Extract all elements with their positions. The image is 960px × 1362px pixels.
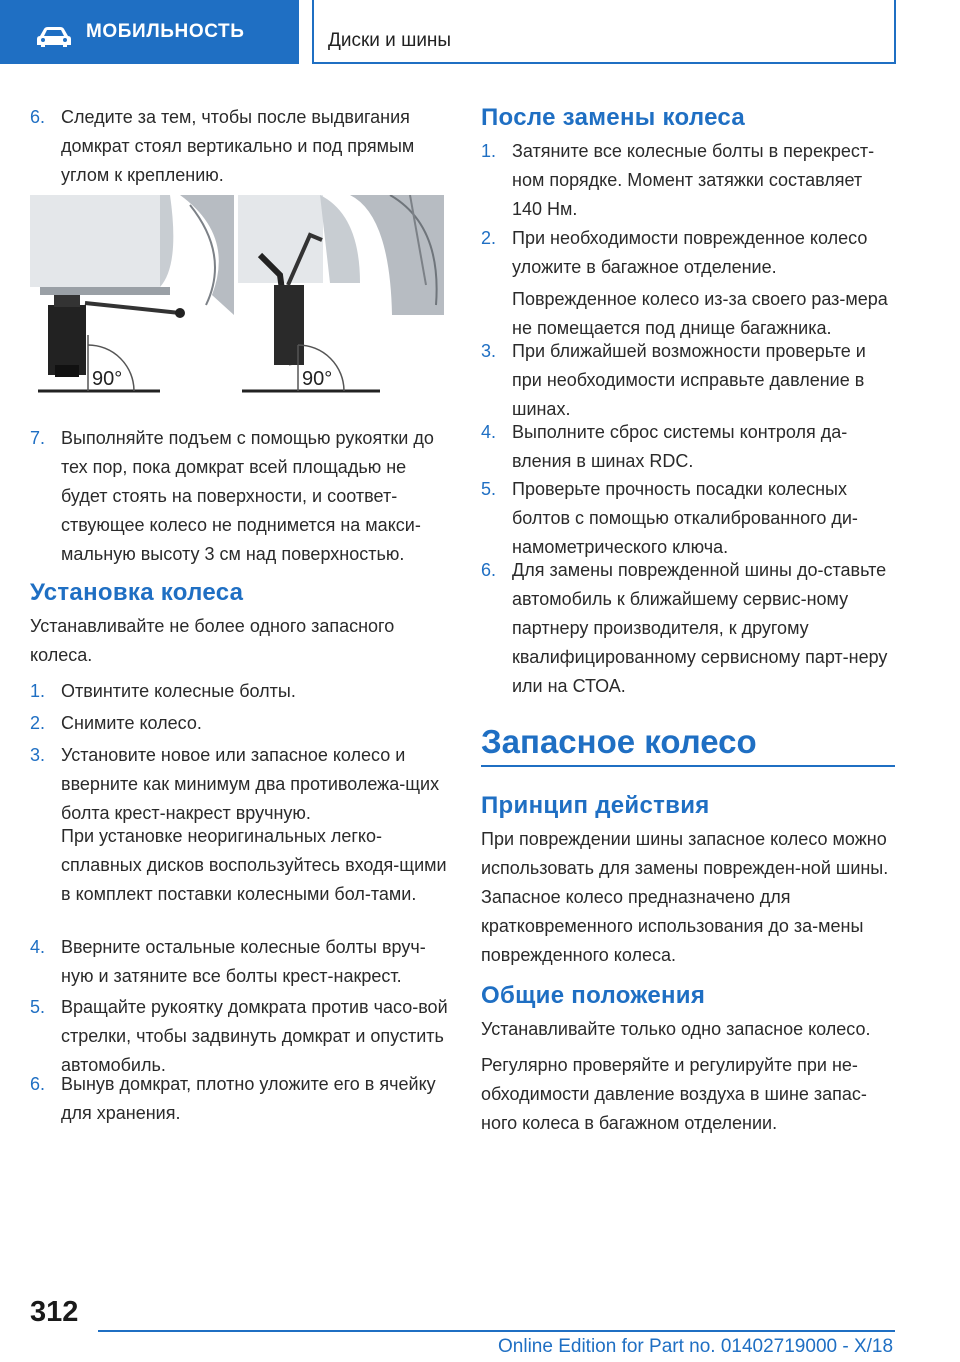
step-text: Вращайте рукоятку домкрата против часо-вой стрелки, чтобы задвинуть домкрат и опустить автомобиль.: [61, 997, 448, 1075]
chapter-header: [312, 0, 896, 64]
list-item: [481, 556, 895, 696]
section-heading: Установка колеса: [30, 579, 244, 606]
step-text: Выполните сброс системы контроля да-вления в шинах RDC.: [512, 422, 848, 471]
step-text: Установите новое или запасное колесо и вверните как минимум два противолежа-щих болта крест-накрест вручную.: [61, 745, 440, 823]
list-item: [481, 224, 895, 284]
list-item: [481, 337, 895, 427]
list-item: [30, 1070, 448, 1130]
chapter-heading: Запасное колесо: [481, 723, 757, 760]
list-item: [30, 741, 448, 831]
step-number: 4.: [30, 937, 46, 957]
step-text: Отвинтите колесные болты.: [61, 681, 296, 701]
list-item: [30, 424, 448, 574]
list-item: [30, 677, 448, 706]
step-number: 1.: [30, 681, 46, 701]
step-number: 5.: [30, 997, 46, 1017]
intro-text: Устанавливайте не более одного запасного колеса.: [30, 616, 395, 665]
section-heading: После замены колеса: [481, 104, 746, 131]
list-item: [30, 709, 448, 738]
step-number: 3.: [481, 341, 497, 361]
body-text: Регулярно проверяйте и регулируйте при не-обходимости давление воздуха в шине запас-ного колеса в багажном отделении.: [481, 1055, 867, 1133]
step-number: 4.: [481, 422, 497, 442]
step-number: 2.: [481, 228, 497, 248]
step-text: При необходимости поврежденное колесо уложите в багажное отделение.: [512, 228, 868, 277]
step-number: 2.: [30, 713, 46, 733]
step-number: 3.: [30, 745, 46, 765]
list-item: [481, 475, 895, 565]
footer-rule: [98, 1330, 895, 1332]
step-number: 1.: [481, 141, 497, 161]
step-text: Вверните остальные колесные болты вруч-ную и затяните все болты крест-накрест.: [61, 937, 426, 986]
step-text: При ближайшей возможности проверьте и при необходимости исправьте давление в шинах.: [512, 341, 866, 419]
car-icon: [36, 26, 72, 48]
edition-text: Online Edition for Part no. 01402719000 - X/18: [498, 1336, 894, 1357]
step-text: Вынув домкрат, плотно уложите его в ячейку для хранения.: [61, 1074, 436, 1123]
step-text: При установке неоригинальных легко-сплавных дисков воспользуйтесь входя-щими в комплект поставки колесными бол-тами.: [61, 826, 447, 904]
list-item: [30, 933, 448, 993]
step-number: 6.: [30, 1074, 46, 1094]
list-item: [481, 137, 895, 227]
step-number: 6.: [30, 107, 46, 127]
section-heading: Общие положения: [481, 982, 706, 1009]
step-text: Следите за тем, чтобы после выдвигания домкрат стоял вертикально и под прямым углом к креплению.: [61, 107, 415, 185]
step-text: Проверьте прочность посадки колесных болтов с помощью откалиброванного ди-намометрического ключа.: [512, 479, 858, 557]
section-tab[interactable]: [0, 0, 299, 64]
list-item-note: [30, 822, 448, 942]
section-label: МОБИЛЬНОСТЬ: [86, 21, 245, 42]
step-number: 6.: [481, 560, 497, 580]
list-item: [30, 103, 448, 193]
step-text: Затяните все колесные болты в перекрест-ном порядке. Момент затяжки составляет 140 Нм.: [512, 141, 875, 219]
page-number: 312: [30, 1296, 79, 1328]
step-number: 5.: [481, 479, 497, 499]
step-text: Для замены поврежденной шины до-ставьте автомобиль к ближайшему сервис-ному партнеру производителя, к другому квалифицированному сервисному парт-неру или на СТОА.: [512, 560, 888, 696]
jack-illustration: [30, 195, 444, 401]
step-text: Выполняйте подъем с помощью рукоятки до тех пор, пока домкрат всей площадью не будет стоять на поверхности, и соответ-ствующее колесо не поднимется на макси-мальную высоту 3 см над поверхностью.: [61, 428, 434, 564]
step-text: Снимите колесо.: [61, 713, 202, 733]
step-text: Поврежденное колесо из-за своего раз-мера не помещается под днище багажника.: [512, 289, 888, 338]
body-text: Устанавливайте только одно запасное колесо.: [481, 1019, 871, 1039]
list-item-note: [481, 285, 895, 345]
angle-label-right: 90°: [302, 368, 333, 390]
body-text: При повреждении шины запасное колесо можно использовать для замены поврежден-ной шины. Запасное колесо предназначено для кратковременного использования до за-мены поврежденного колеса.: [481, 829, 889, 965]
list-item: [481, 418, 895, 478]
angle-label-left: 90°: [92, 368, 123, 390]
chapter-title: Диски и шины: [328, 30, 452, 51]
section-heading: Принцип действия: [481, 792, 710, 819]
step-number: 7.: [30, 428, 46, 448]
heading-rule: [481, 765, 895, 767]
